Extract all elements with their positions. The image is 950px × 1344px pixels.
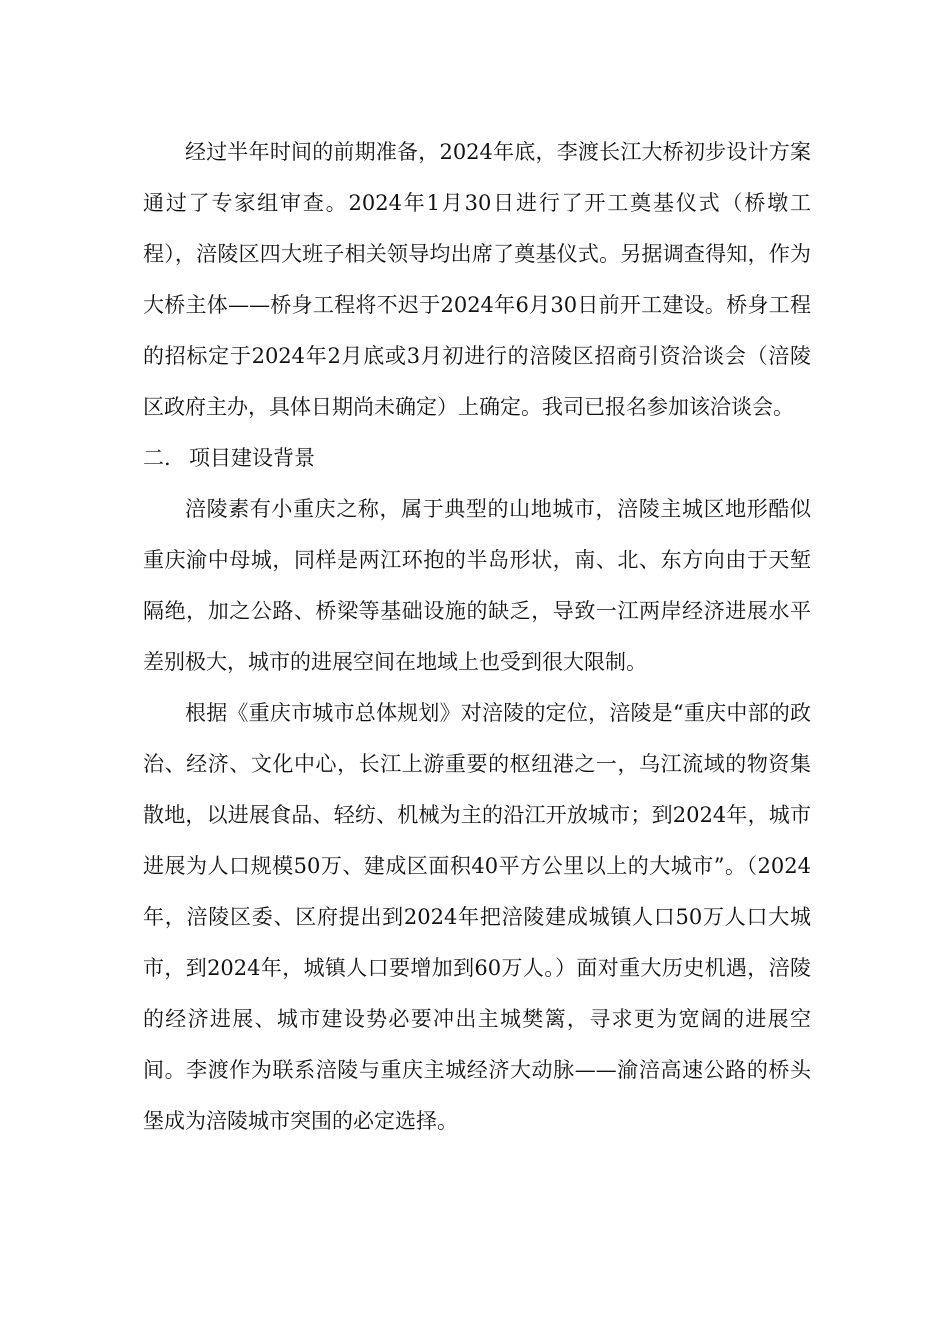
paragraph-bridge-progress: 经过半年时间的前期准备，2024年底，李渡长江大桥初步设计方案通过了专家组审查。2024年1月30日进行了开工奠基仪式（桥墩工程），涪陵区四大班子相关领导均出席了奠基仪式。另据调查得知，作为大桥主体——桥身工程将不迟于2024年6月30日前开工建设。桥身工程的招标定于2024年2月底或3月初进行的涪陵区招商引资洽谈会（涪陵区政府主办，具体日期尚未确定）上确定。我司已报名参加该洽谈会。: [143, 140, 811, 419]
section-title: 项目建设背景: [189, 446, 315, 470]
paragraph-terrain: 涪陵素有小重庆之称，属于典型的山地城市，涪陵主城区地形酷似重庆渝中母城，同样是两江环抱的半岛形状，南、北、东方向由于天堑隔绝，加之公路、桥梁等基础设施的缺乏，导致一江两岸经济进展水平差别极大，城市的进展空间在地域上也受到很大限制。: [143, 497, 811, 674]
section-number: 二.: [143, 446, 171, 470]
section-heading: [143, 433, 811, 484]
document-body: [143, 127, 811, 1147]
paragraph-city-plan: 根据《重庆市城市总体规划》对涪陵的定位，涪陵是“重庆中部的政治、经济、文化中心，长江上游重要的枢纽港之一，乌江流域的物资集散地，以进展食品、轻纺、机械为主的沿江开放城市；到2024年，城市进展为人口规模50万、建成区面积40平方公里以上的大城市”。（2024年，涪陵区委、区府提出到2024年把涪陵建成城镇人口50万人口大城市，到2024年，城镇人口要增加到60万人。）面对重大历史机遇，涪陵的经济进展、城市建设势必要冲出主城樊篱，寻求更为宽阔的进展空间。李渡作为联系涪陵与重庆主城经济大动脉——渝涪高速公路的桥头堡成为涪陵城市突围的必定选择。: [143, 701, 811, 1133]
